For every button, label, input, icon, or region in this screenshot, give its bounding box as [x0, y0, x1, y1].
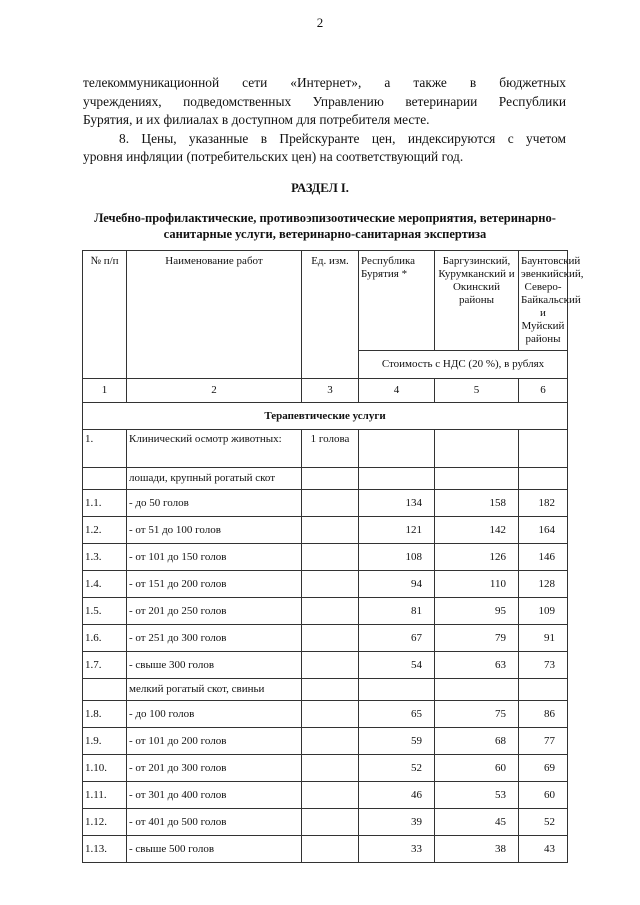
- table-row: [83, 571, 568, 598]
- row-name: - от 51 до 100 голов: [127, 517, 302, 544]
- table-row: [83, 517, 568, 544]
- table-row: [83, 430, 568, 468]
- price-barguzin: 95: [435, 598, 519, 625]
- row-unit: [302, 755, 359, 782]
- price-bauntov: 77: [519, 728, 568, 755]
- row-name: - свыше 500 голов: [127, 836, 302, 863]
- row-num: 1.2.: [83, 517, 127, 544]
- price-republic: 67: [359, 625, 435, 652]
- intro-line: учреждениях, подведомственных Управлению ветеринарии Республики: [83, 93, 566, 109]
- column-number-row: [83, 379, 568, 403]
- row-unit: [302, 836, 359, 863]
- row-unit: [302, 544, 359, 571]
- row-unit: [302, 701, 359, 728]
- row-num: 1.3.: [83, 544, 127, 571]
- group-label: мелкий рогатый скот, свиньи: [127, 679, 302, 701]
- price-bauntov: 182: [519, 490, 568, 517]
- price-bauntov: 146: [519, 544, 568, 571]
- intro-line: Бурятия, и их филиалах в доступном для потребителя месте.: [83, 112, 430, 127]
- row-unit: 1 голова: [302, 430, 359, 468]
- price-bauntov: 52: [519, 809, 568, 836]
- price-barguzin: 68: [435, 728, 519, 755]
- col-number: 2: [127, 379, 302, 403]
- row-name: Клинический осмотр животных:: [127, 430, 302, 468]
- col-number: 3: [302, 379, 359, 403]
- table-row: [83, 544, 568, 571]
- section-header: Терапевтические услуги: [83, 403, 568, 430]
- price-bauntov: 86: [519, 701, 568, 728]
- intro-paragraph: [83, 74, 566, 167]
- price-bauntov: 73: [519, 652, 568, 679]
- row-name: - от 301 до 400 голов: [127, 782, 302, 809]
- row-unit: [302, 517, 359, 544]
- group-label: лошади, крупный рогатый скот: [127, 468, 302, 490]
- price-bauntov: 109: [519, 598, 568, 625]
- col-number: 5: [435, 379, 519, 403]
- row-num: 1.13.: [83, 836, 127, 863]
- row-num: 1.10.: [83, 755, 127, 782]
- col-number: 1: [83, 379, 127, 403]
- table-header-row: [83, 251, 568, 351]
- row-num: 1.: [83, 430, 127, 468]
- header-col5: Баргузинский, Курумканский и Окинский районы: [435, 251, 519, 351]
- price-republic: 46: [359, 782, 435, 809]
- table-row: [83, 625, 568, 652]
- table-row: [83, 701, 568, 728]
- row-num: 1.7.: [83, 652, 127, 679]
- price-barguzin: 38: [435, 836, 519, 863]
- price-republic: 54: [359, 652, 435, 679]
- row-name: - от 201 до 250 голов: [127, 598, 302, 625]
- price-table: [82, 250, 584, 863]
- price-republic: 39: [359, 809, 435, 836]
- table-row: [83, 809, 568, 836]
- table-row: [83, 728, 568, 755]
- header-name: Наименование работ: [127, 251, 302, 379]
- price-republic: 134: [359, 490, 435, 517]
- price-barguzin: 53: [435, 782, 519, 809]
- header-num: № п/п: [83, 251, 127, 379]
- header-cost: Стоимость с НДС (20 %), в рублях: [359, 351, 568, 379]
- row-num: 1.6.: [83, 625, 127, 652]
- price-bauntov: 43: [519, 836, 568, 863]
- intro-line: телекоммуникационной сети «Интернет», а также в бюджетных: [83, 75, 566, 90]
- price-republic: 59: [359, 728, 435, 755]
- row-name: - от 401 до 500 голов: [127, 809, 302, 836]
- row-unit: [302, 782, 359, 809]
- row-num: 1.4.: [83, 571, 127, 598]
- row-unit: [302, 598, 359, 625]
- table-row: [83, 836, 568, 863]
- header-unit: Ед. изм.: [302, 251, 359, 379]
- price-barguzin: 63: [435, 652, 519, 679]
- price-republic: 65: [359, 701, 435, 728]
- header-col4: Республика Бурятия *: [359, 251, 435, 351]
- price-barguzin: 45: [435, 809, 519, 836]
- row-num: 1.12.: [83, 809, 127, 836]
- price-republic: 108: [359, 544, 435, 571]
- price-republic: 94: [359, 571, 435, 598]
- price-republic: 52: [359, 755, 435, 782]
- row-num: 1.11.: [83, 782, 127, 809]
- row-name: - до 100 голов: [127, 701, 302, 728]
- row-unit: [302, 652, 359, 679]
- col-number: 4: [359, 379, 435, 403]
- row-num: 1.5.: [83, 598, 127, 625]
- price-bauntov: 91: [519, 625, 568, 652]
- price-barguzin: 79: [435, 625, 519, 652]
- row-unit: [302, 490, 359, 517]
- group-row: [83, 679, 568, 701]
- price-republic: 33: [359, 836, 435, 863]
- row-name: - от 201 до 300 голов: [127, 755, 302, 782]
- row-name: - от 101 до 200 голов: [127, 728, 302, 755]
- page-number: 2: [316, 15, 324, 30]
- price-republic: 121: [359, 517, 435, 544]
- row-num: 1.1.: [83, 490, 127, 517]
- row-name: - от 101 до 150 голов: [127, 544, 302, 571]
- section-subtitle: Лечебно-профилактические, противоэпизоотические мероприятия, ветеринарно-санитарные услуги, ветеринарно-санитарная экспертиза: [94, 211, 556, 241]
- header-col6: Баунтовский эвенкийский, Северо-Байкальский и Муйский районы: [519, 251, 568, 351]
- price-bauntov: 69: [519, 755, 568, 782]
- price-bauntov: 60: [519, 782, 568, 809]
- row-unit: [302, 728, 359, 755]
- row-name: - от 251 до 300 голов: [127, 625, 302, 652]
- group-row: [83, 468, 568, 490]
- row-num: 1.9.: [83, 728, 127, 755]
- price-barguzin: 158: [435, 490, 519, 517]
- row-name: - свыше 300 голов: [127, 652, 302, 679]
- table-row: [83, 782, 568, 809]
- row-num: 1.8.: [83, 701, 127, 728]
- row-unit: [302, 625, 359, 652]
- section-title: РАЗДЕЛ I.: [291, 181, 349, 195]
- price-barguzin: 142: [435, 517, 519, 544]
- row-unit: [302, 571, 359, 598]
- price-bauntov: 164: [519, 517, 568, 544]
- item8-line: уровня инфляции (потребительских цен) на соответствующий год.: [83, 149, 464, 164]
- price-barguzin: 126: [435, 544, 519, 571]
- table-row: [83, 598, 568, 625]
- table-row: [83, 755, 568, 782]
- price-barguzin: 75: [435, 701, 519, 728]
- col-number: 6: [519, 379, 568, 403]
- table-row: [83, 490, 568, 517]
- price-bauntov: 128: [519, 571, 568, 598]
- price-barguzin: 60: [435, 755, 519, 782]
- section-header-row: [83, 403, 568, 430]
- row-name: - от 151 до 200 голов: [127, 571, 302, 598]
- row-name: - до 50 голов: [127, 490, 302, 517]
- price-barguzin: 110: [435, 571, 519, 598]
- price-republic: 81: [359, 598, 435, 625]
- item8-line: 8. Цены, указанные в Прейскуранте цен, индексируются с учетом: [119, 130, 566, 146]
- row-unit: [302, 809, 359, 836]
- table-row: [83, 652, 568, 679]
